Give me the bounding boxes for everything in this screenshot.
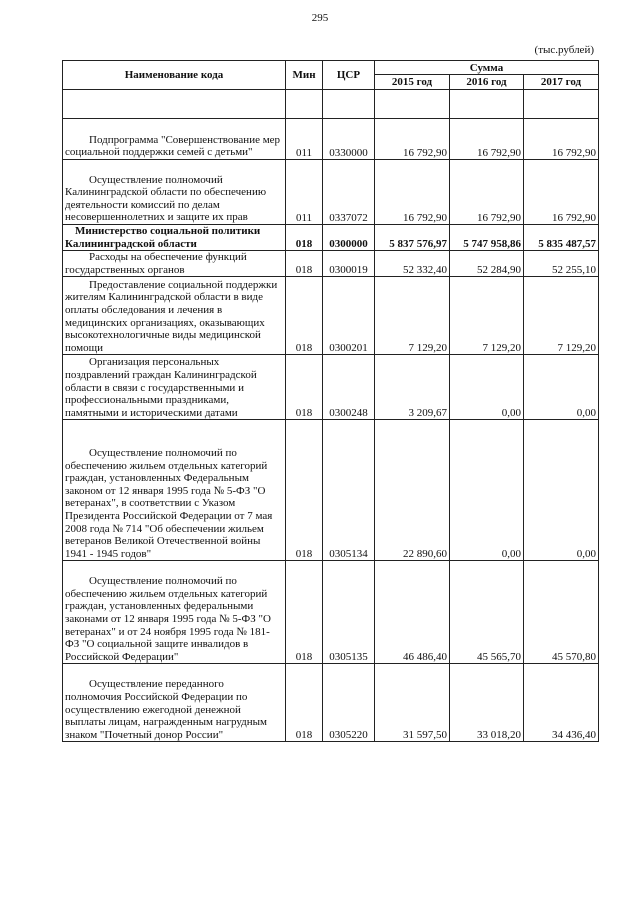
budget-table	[62, 60, 599, 742]
page-number: 295	[311, 12, 329, 24]
row-value-2017: 16 792,90	[524, 160, 599, 225]
row-name-text: Подпрограмма "Совершенствование мер социальной поддержки семей с детьми"	[65, 133, 281, 159]
row-value-2015: 3 209,67	[375, 355, 450, 420]
row-value-2017: 45 570,80	[524, 561, 599, 664]
row-value-2015: 5 837 576,97	[375, 225, 450, 251]
row-name	[63, 664, 286, 742]
row-name-text: Организация персональных поздравлений граждан Калининградской области в связи с государственными и профессиональными праздниками, памятными и историческими датами	[65, 356, 257, 419]
row-value-2016: 16 792,90	[450, 119, 524, 160]
row-min: 018	[286, 561, 323, 664]
row-csr: 0300248	[323, 355, 375, 420]
row-value-2015: 22 890,60	[375, 420, 450, 561]
row-value-2017: 5 835 487,57	[524, 225, 599, 251]
row-value-2017: 7 129,20	[524, 277, 599, 355]
table-row	[63, 160, 599, 225]
row-value-2015	[375, 90, 450, 119]
row-name-text: Предоставление социальной поддержки жителям Калининградской области в виде оплаты обследования и лечения в медицинских организациях, оказывающих высокотехнологичные виды медицинской помощи	[65, 278, 278, 354]
row-csr	[323, 90, 375, 119]
header-min: Мин	[286, 61, 323, 90]
row-value-2017	[524, 90, 599, 119]
row-name-text: Министерство социальной политики Калининградской области	[65, 225, 261, 250]
row-name-text: Осуществление полномочий по обеспечению жильем отдельных категорий граждан, установленных Федеральным законом от 12 января 1995 года № 5-ФЗ "О ветеранах", в соответствии с Указом Президента Российской Федерации от 7 мая 2008 года № 714 "Об обеспечении жильем ветеранов Великой Отечественной войны 1941 - 1945 годов"	[65, 447, 273, 560]
row-min: 011	[286, 160, 323, 225]
row-value-2015: 31 597,50	[375, 664, 450, 742]
table-row	[63, 664, 599, 742]
row-min: 018	[286, 251, 323, 277]
row-value-2015: 7 129,20	[375, 277, 450, 355]
row-value-2016: 5 747 958,86	[450, 225, 524, 251]
row-name-text: Осуществление полномочий Калининградской области по обеспечению деятельности комиссий по делам несовершеннолетних и защите их прав	[65, 173, 267, 224]
row-value-2016	[450, 90, 524, 119]
row-csr: 0300000	[323, 225, 375, 251]
header-sum: Сумма	[375, 61, 599, 75]
row-value-2017: 16 792,90	[524, 119, 599, 160]
table-row	[63, 225, 599, 251]
row-value-2016: 52 284,90	[450, 251, 524, 277]
row-value-2016: 7 129,20	[450, 277, 524, 355]
row-csr: 0337072	[323, 160, 375, 225]
units-label: (тыс.рублей)	[534, 44, 594, 56]
header-2016: 2016 год	[450, 75, 524, 90]
row-value-2017: 52 255,10	[524, 251, 599, 277]
row-name	[63, 225, 286, 251]
row-value-2017: 0,00	[524, 420, 599, 561]
row-min: 018	[286, 664, 323, 742]
row-csr: 0330000	[323, 119, 375, 160]
row-name	[63, 251, 286, 277]
row-name	[63, 160, 286, 225]
row-value-2015: 16 792,90	[375, 119, 450, 160]
table-row	[63, 90, 599, 119]
row-name-text: Осуществление переданного полномочия Российской Федерации по осуществлению ежегодной денежной выплаты лицам, награжденным нагрудным знаком "Почетный донор России"	[65, 678, 268, 741]
row-min: 018	[286, 225, 323, 251]
row-min	[286, 90, 323, 119]
row-csr: 0300019	[323, 251, 375, 277]
table-row	[63, 420, 599, 561]
table-row	[63, 119, 599, 160]
header-name: Наименование кода	[63, 61, 286, 90]
row-min: 018	[286, 420, 323, 561]
row-value-2017: 0,00	[524, 355, 599, 420]
table-row	[63, 355, 599, 420]
table-row	[63, 277, 599, 355]
row-name-text: Расходы на обеспечение функций государственных органов	[65, 251, 247, 276]
row-min: 018	[286, 355, 323, 420]
row-name	[63, 355, 286, 420]
row-value-2016: 0,00	[450, 355, 524, 420]
row-value-2016: 16 792,90	[450, 160, 524, 225]
row-csr: 0305220	[323, 664, 375, 742]
table-row	[63, 251, 599, 277]
row-name-text: Осуществление полномочий по обеспечению жильем отдельных категорий граждан, установленных федеральными законами от 12 января 1995 года № 5-ФЗ "О ветеранах" и от 24 ноября 1995 года № 181-ФЗ "О социальной защите инвалидов в Российской Федерации"	[65, 575, 271, 663]
row-min: 011	[286, 119, 323, 160]
row-value-2015: 16 792,90	[375, 160, 450, 225]
table-row	[63, 561, 599, 664]
row-value-2015: 46 486,40	[375, 561, 450, 664]
row-value-2015: 52 332,40	[375, 251, 450, 277]
header-2017: 2017 год	[524, 75, 599, 90]
row-csr: 0305134	[323, 420, 375, 561]
row-min: 018	[286, 277, 323, 355]
row-value-2016: 0,00	[450, 420, 524, 561]
row-name	[63, 90, 286, 119]
row-csr: 0300201	[323, 277, 375, 355]
header-2015: 2015 год	[375, 75, 450, 90]
row-csr: 0305135	[323, 561, 375, 664]
row-name	[63, 420, 286, 561]
row-name	[63, 277, 286, 355]
header-csr: ЦСР	[323, 61, 375, 90]
row-name	[63, 561, 286, 664]
row-value-2016: 45 565,70	[450, 561, 524, 664]
row-value-2016: 33 018,20	[450, 664, 524, 742]
row-value-2017: 34 436,40	[524, 664, 599, 742]
row-name	[63, 119, 286, 160]
